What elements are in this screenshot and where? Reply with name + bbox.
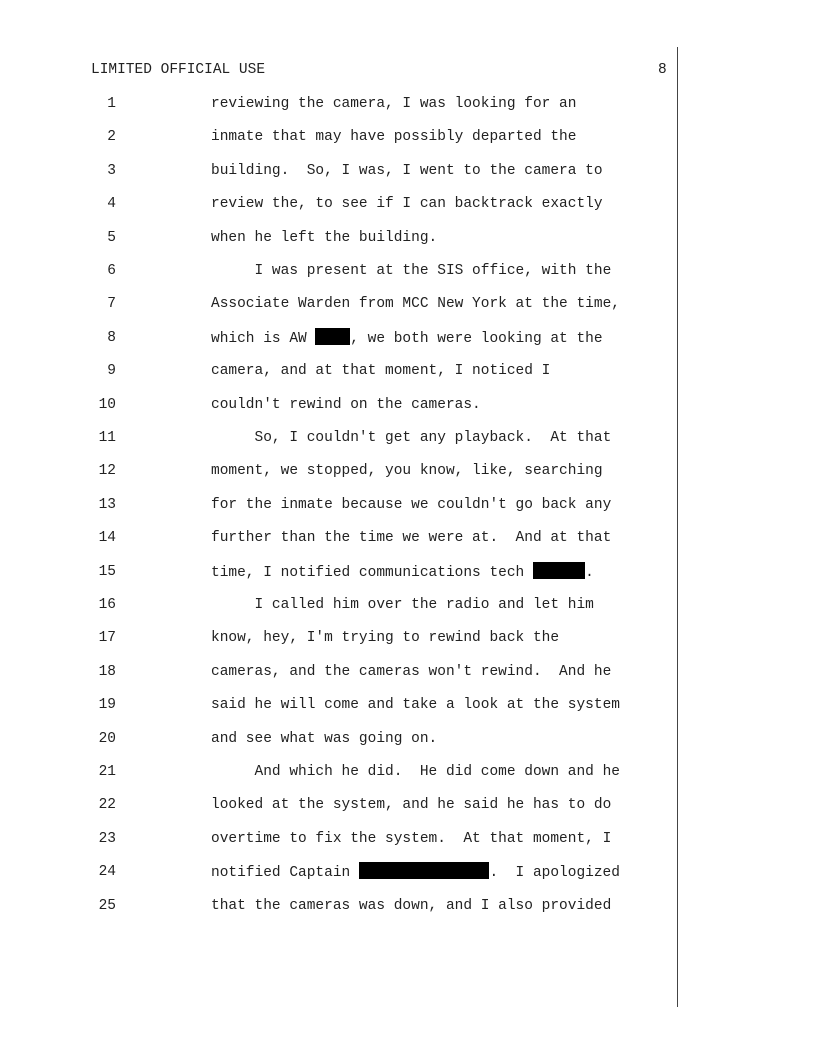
transcript-line — [0, 395, 816, 415]
transcript-line — [0, 762, 816, 782]
transcript-line — [0, 361, 816, 381]
line-text-segment: I called him over the radio and let him — [211, 597, 594, 613]
transcript-line — [0, 829, 816, 849]
line-text-segment: time, I notified communications tech — [211, 564, 533, 581]
line-text-segment: building. So, I was, I went to the camera to — [211, 162, 603, 179]
line-text — [211, 528, 611, 548]
line-text-segment: cameras, and the cameras won't rewind. And he — [211, 663, 612, 680]
transcript-line — [0, 528, 816, 548]
transcript-line — [0, 94, 816, 114]
line-number: 10 — [98, 396, 116, 413]
transcript-line — [0, 495, 816, 515]
transcript-line — [0, 729, 816, 749]
line-text-segment: looked at the system, and he said he has to do — [211, 797, 612, 814]
line-number: 3 — [107, 162, 116, 179]
line-number: 13 — [98, 496, 116, 513]
line-number: 9 — [107, 363, 116, 380]
line-text-segment: inmate that may have possibly departed the — [211, 129, 577, 146]
line-text-segment: know, hey, I'm trying to rewind back the — [211, 630, 560, 647]
line-text-segment: camera, and at that moment, I noticed I — [211, 363, 551, 380]
line-number: 2 — [107, 129, 116, 146]
line-text-segment: . I apologized — [489, 865, 620, 882]
line-number: 24 — [98, 864, 116, 881]
transcript-line — [0, 862, 816, 882]
line-number: 17 — [98, 630, 116, 647]
line-text — [211, 194, 603, 214]
transcript-line — [0, 328, 816, 348]
line-text — [211, 294, 620, 314]
classification-header: LIMITED OFFICIAL USE — [91, 62, 266, 78]
line-number: 14 — [98, 530, 116, 547]
redaction-box — [533, 562, 585, 579]
line-number: 15 — [98, 563, 116, 580]
line-text-segment: further than the time we were at. And at that — [211, 530, 612, 547]
transcript-line — [0, 161, 816, 181]
line-text-segment: review the, to see if I can backtrack exactly — [211, 196, 603, 213]
line-number: 1 — [107, 96, 116, 112]
transcript-line — [0, 896, 816, 916]
transcript-line — [0, 595, 816, 615]
transcript-line — [0, 628, 816, 648]
line-number: 4 — [107, 196, 116, 213]
line-number: 7 — [107, 296, 116, 313]
line-text — [211, 762, 620, 782]
line-text — [211, 461, 603, 481]
line-text — [211, 662, 611, 682]
line-text-segment: when he left the building. — [211, 229, 438, 246]
redaction-box — [359, 862, 490, 879]
page-number: 8 — [658, 62, 667, 78]
line-text-segment: moment, we stopped, you know, like, searching — [211, 463, 603, 480]
line-number: 19 — [98, 697, 116, 714]
line-number: 16 — [98, 597, 116, 613]
line-text-segment: So, I couldn't get any playback. At that — [211, 430, 612, 446]
transcript-line — [0, 428, 816, 448]
line-number: 21 — [98, 764, 116, 780]
line-text-segment: . — [585, 564, 594, 581]
line-text-segment: notified Captain — [211, 865, 359, 882]
line-text — [211, 261, 611, 281]
line-text-segment: that the cameras was down, and I also provided — [211, 897, 612, 914]
line-number: 8 — [107, 329, 116, 346]
line-text-segment: couldn't rewind on the cameras. — [211, 396, 481, 413]
line-text — [211, 428, 611, 448]
line-text — [211, 896, 611, 916]
transcript-line — [0, 562, 816, 582]
transcript-line — [0, 294, 816, 314]
line-text-segment: said he will come and take a look at the system — [211, 697, 620, 714]
line-text — [211, 127, 576, 147]
line-text — [211, 328, 603, 349]
line-text — [211, 695, 620, 715]
line-number: 18 — [98, 663, 116, 680]
transcript-line — [0, 127, 816, 147]
transcript-line — [0, 795, 816, 815]
line-text — [211, 562, 594, 583]
line-number: 12 — [98, 463, 116, 480]
transcript-line — [0, 261, 816, 281]
line-number: 6 — [107, 263, 116, 279]
line-text — [211, 628, 559, 648]
line-text-segment: reviewing the camera, I was looking for an — [211, 96, 577, 112]
line-text-segment: and see what was going on. — [211, 730, 438, 747]
line-text — [211, 495, 611, 515]
line-text — [211, 228, 437, 248]
line-number: 25 — [98, 897, 116, 914]
transcript-line — [0, 695, 816, 715]
line-text — [211, 395, 481, 415]
line-number: 11 — [98, 430, 116, 446]
transcript-line — [0, 228, 816, 248]
transcript-line — [0, 662, 816, 682]
line-text — [211, 862, 620, 883]
line-text-segment: I was present at the SIS office, with the — [211, 263, 612, 279]
line-text — [211, 161, 603, 181]
line-number: 23 — [98, 830, 116, 847]
line-text-segment: for the inmate because we couldn't go back any — [211, 496, 612, 513]
line-text-segment: , we both were looking at the — [350, 330, 603, 347]
line-text-segment: which is AW — [211, 330, 316, 347]
line-number: 22 — [98, 797, 116, 814]
transcript-line — [0, 461, 816, 481]
line-number: 20 — [98, 730, 116, 747]
line-text — [211, 829, 611, 849]
line-text-segment: And which he did. He did come down and he — [211, 764, 620, 780]
line-number: 5 — [107, 229, 116, 246]
transcript-line — [0, 194, 816, 214]
line-text — [211, 361, 550, 381]
line-text-segment: overtime to fix the system. At that moment, I — [211, 830, 612, 847]
line-text — [211, 94, 576, 114]
line-text — [211, 729, 437, 749]
line-text — [211, 795, 611, 815]
redaction-box — [315, 328, 350, 345]
line-text-segment: Associate Warden from MCC New York at the time, — [211, 296, 620, 313]
line-text — [211, 595, 594, 615]
